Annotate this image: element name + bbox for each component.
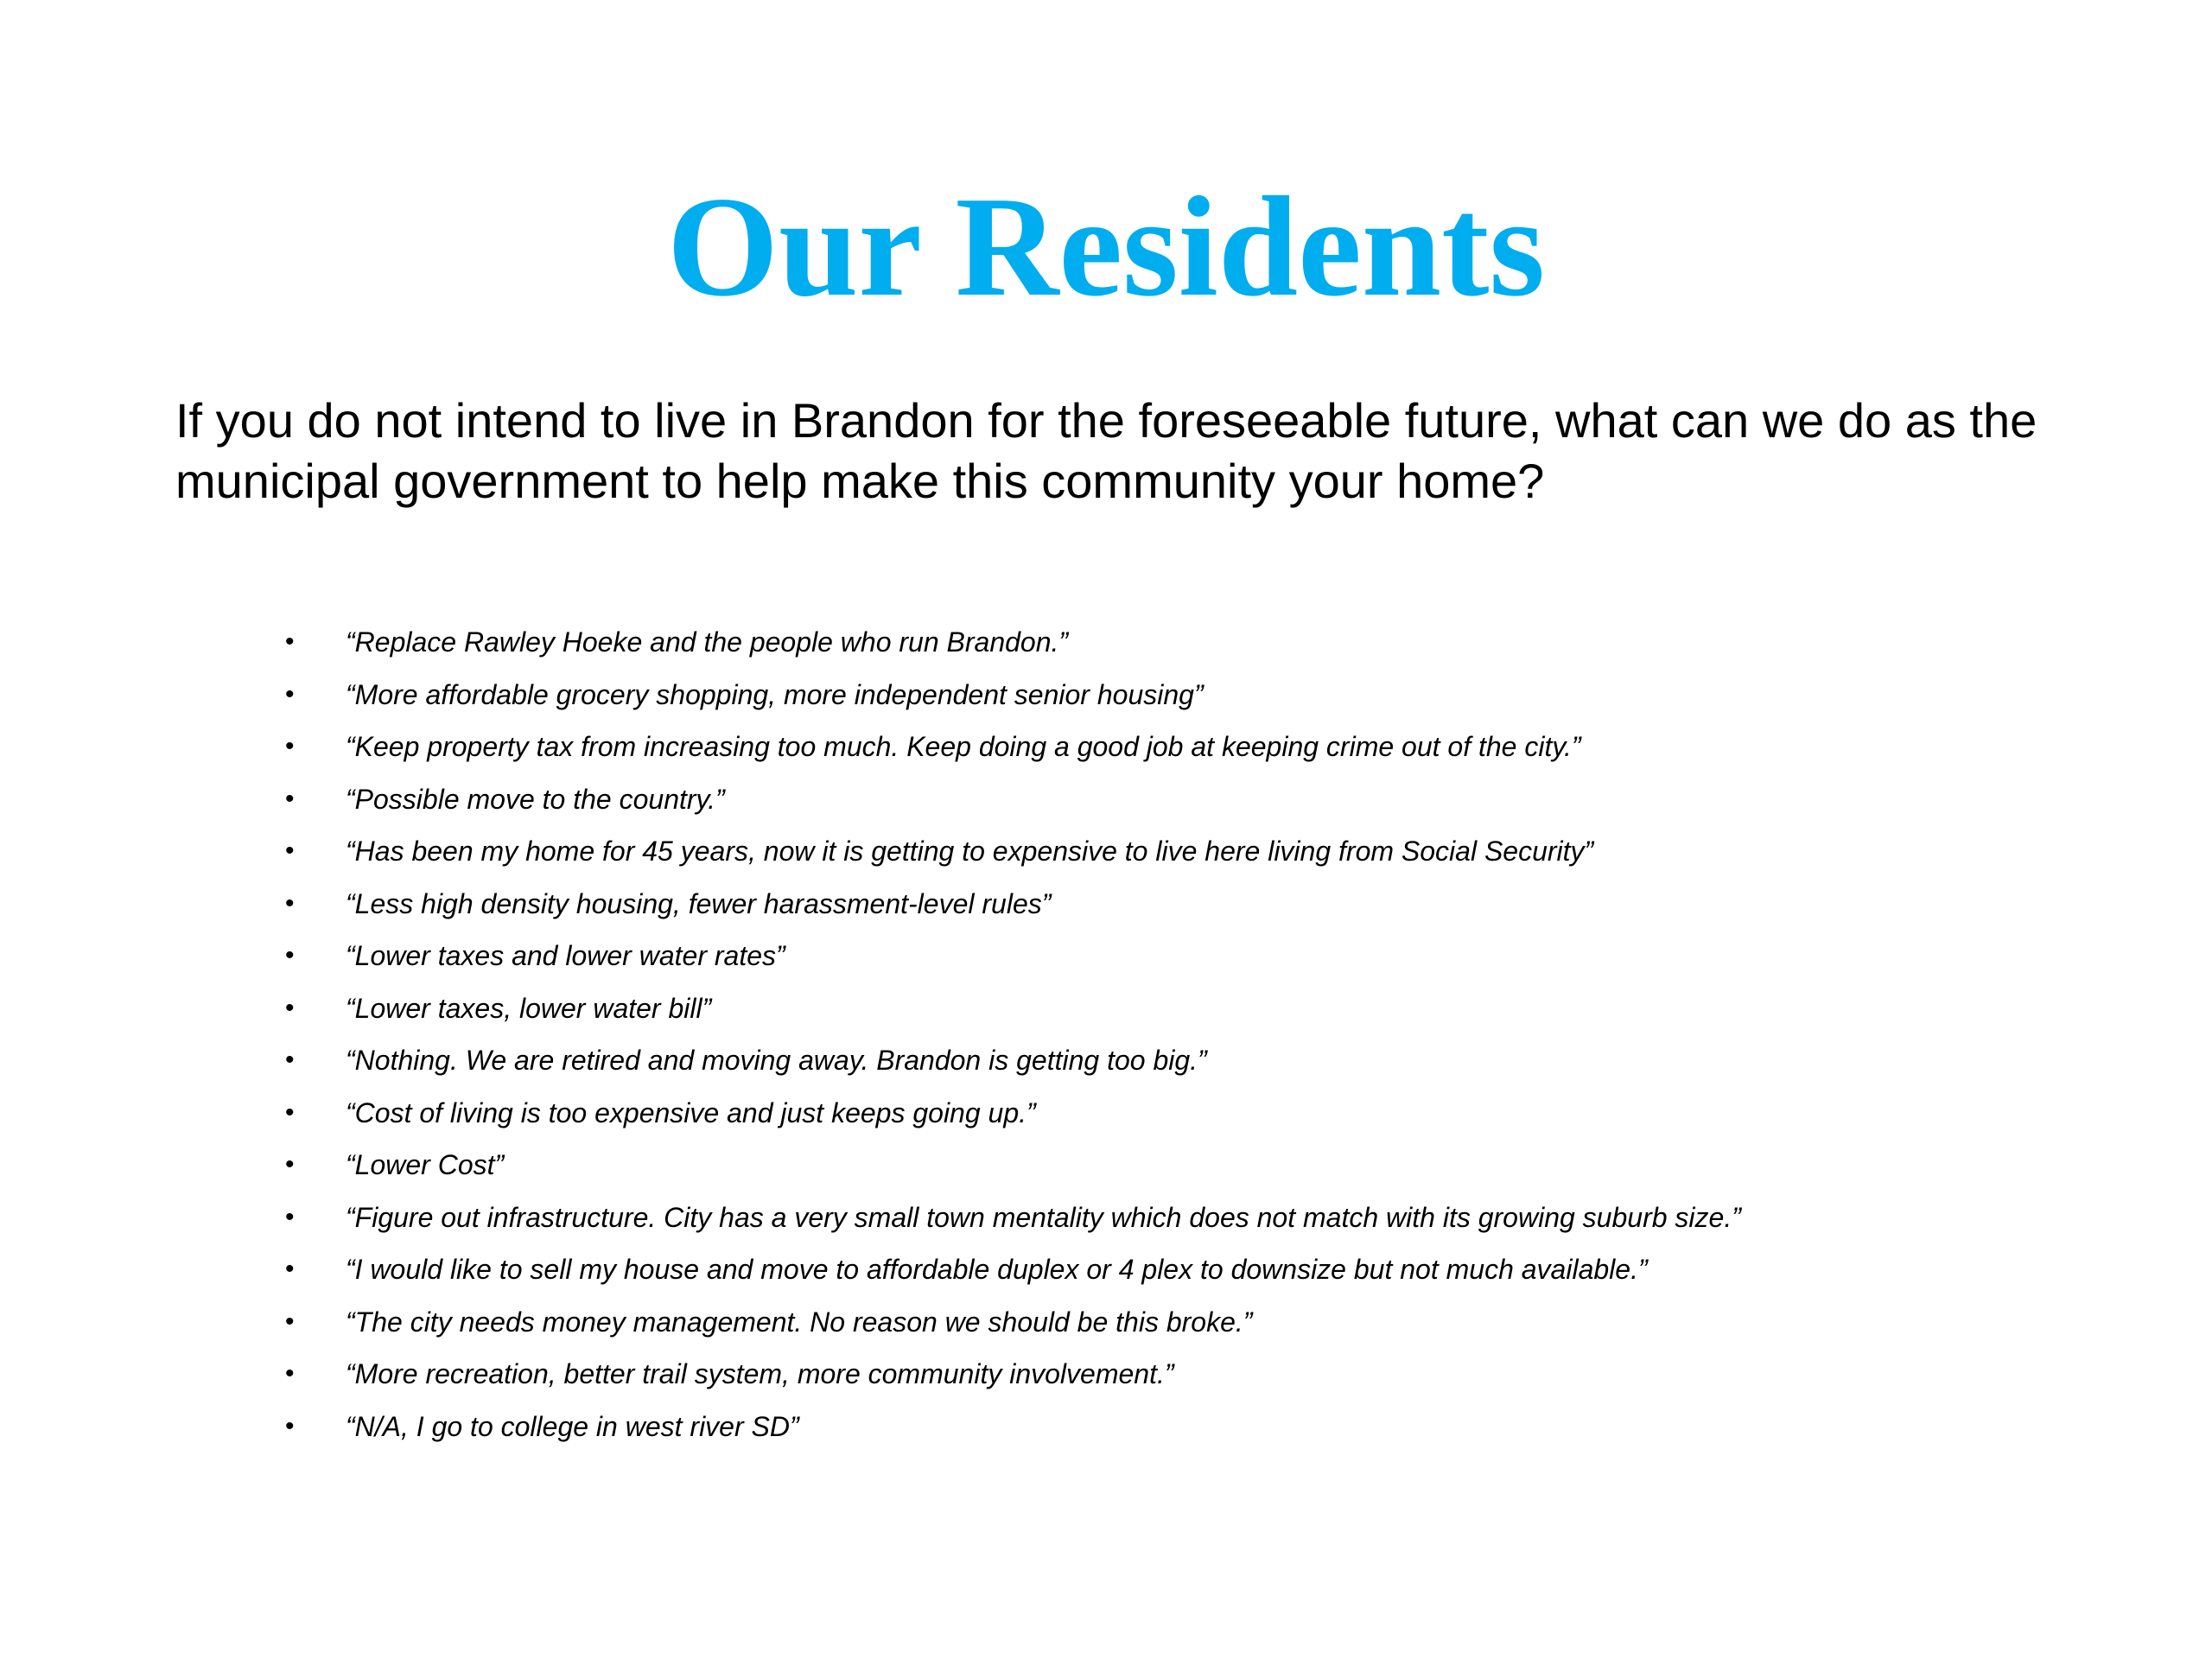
response-text: “Less high density housing, fewer harassment-level rules”: [346, 887, 1052, 919]
response-item: [285, 1139, 2013, 1192]
response-text: “Lower taxes and lower water rates”: [346, 940, 785, 971]
response-text: “Lower taxes, lower water bill”: [346, 992, 712, 1024]
response-text: “I would like to sell my house and move to affordable duplex or 4 plex to downsize but not much available.”: [346, 1254, 1648, 1285]
response-item: [285, 721, 2013, 773]
bullet-icon: •: [285, 1097, 295, 1127]
bullet-icon: •: [285, 888, 295, 918]
bullet-icon: •: [285, 941, 295, 969]
slide-title: Our Residents: [666, 167, 1546, 326]
bullet-icon: •: [285, 1150, 295, 1179]
response-item: [285, 1243, 2013, 1296]
response-text: “Replace Rawley Hoeke and the people who run Brandon.”: [346, 626, 1069, 658]
response-list: [285, 616, 2013, 1452]
response-item: [285, 1348, 2013, 1401]
response-item: [285, 669, 2013, 721]
bullet-icon: •: [285, 836, 295, 865]
bullet-icon: •: [285, 993, 295, 1022]
response-item: [285, 878, 2013, 931]
response-item: [285, 930, 2013, 982]
response-text: “Lower Cost”: [346, 1149, 505, 1180]
bullet-icon: •: [285, 1202, 295, 1231]
bullet-icon: •: [285, 1046, 295, 1074]
response-text: “More affordable grocery shopping, more independent senior housing”: [346, 678, 1204, 710]
bullet-icon: •: [285, 784, 295, 813]
bullet-icon: •: [285, 1255, 295, 1283]
response-item: [285, 1296, 2013, 1349]
response-item: [285, 1034, 2013, 1087]
response-text: “Possible move to the country.”: [346, 783, 725, 815]
response-item: [285, 1401, 2013, 1453]
response-text: “Has been my home for 45 years, now it is getting to expensive to live here living from Social Security”: [346, 836, 1594, 867]
response-text: “More recreation, better trail system, more community involvement.”: [346, 1358, 1174, 1389]
bullet-icon: •: [285, 1411, 295, 1440]
response-text: “Keep property tax from increasing too much. Keep doing a good job at keeping crime out of the city.”: [346, 731, 1581, 762]
response-text: “N/A, I go to college in west river SD”: [346, 1410, 799, 1442]
response-item: [285, 982, 2013, 1035]
bullet-icon: •: [285, 627, 295, 656]
response-item: [285, 1192, 2013, 1244]
response-item: [285, 616, 2013, 669]
response-text: “The city needs money management. No reason we should be this broke.”: [346, 1306, 1253, 1338]
bullet-icon: •: [285, 732, 295, 760]
bullet-icon: •: [285, 1306, 295, 1336]
bullet-icon: •: [285, 679, 295, 709]
response-item: [285, 1087, 2013, 1140]
response-item: [285, 825, 2013, 878]
response-text: “Nothing. We are retired and moving away. Brandon is getting too big.”: [346, 1045, 1207, 1076]
survey-question: If you do not intend to live in Brandon for the foreseeable future, what can we do as the municipal government to help make this community your home?: [175, 393, 2037, 508]
bullet-icon: •: [285, 1359, 295, 1388]
response-text: “Figure out infrastructure. City has a very small town mentality which does not match with its growing suburb size.”: [346, 1201, 1741, 1233]
response-text: “Cost of living is too expensive and just keeps going up.”: [346, 1096, 1036, 1128]
response-item: [285, 773, 2013, 826]
